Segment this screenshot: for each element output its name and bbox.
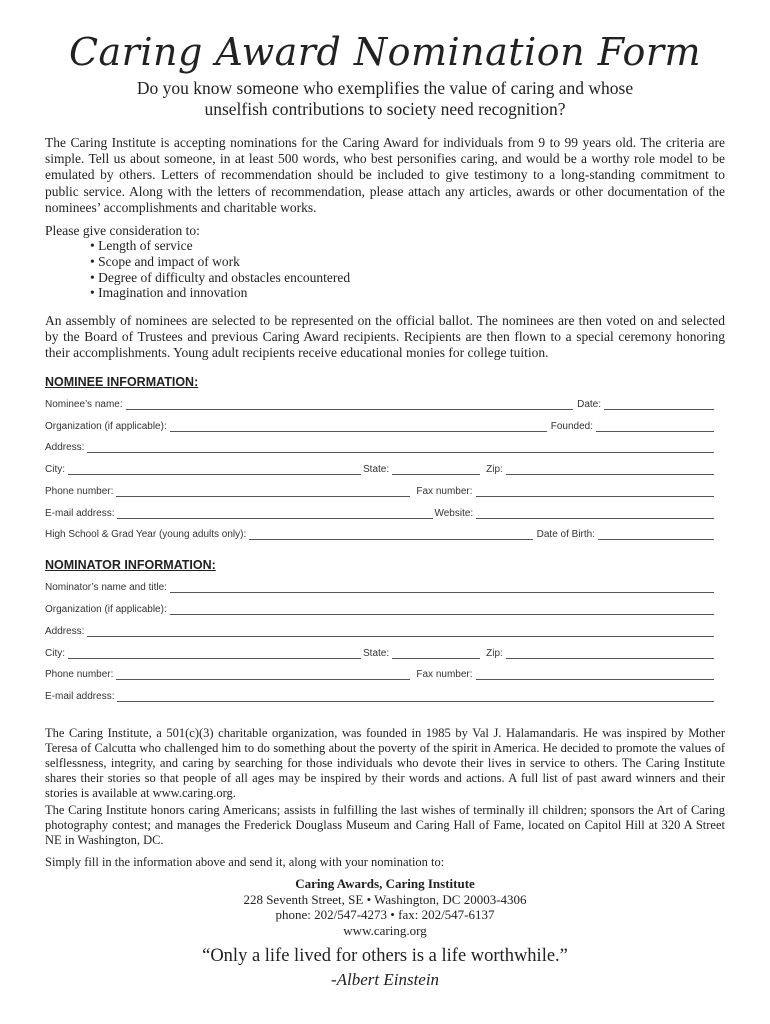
- nominee-heading: NOMINEE INFORMATION:: [45, 375, 199, 389]
- nominee-email-row: [45, 505, 714, 519]
- nominee-state-label: State:: [363, 464, 390, 475]
- nominee-zip-field[interactable]: [506, 464, 714, 475]
- nominator-city-field[interactable]: [68, 648, 361, 659]
- nominee-address-row: [45, 439, 714, 453]
- nominee-email-field[interactable]: [117, 508, 433, 519]
- nominee-dob-label: Date of Birth:: [536, 529, 595, 540]
- nominator-city-label: City:: [45, 648, 65, 659]
- nominator-name-field[interactable]: [170, 582, 714, 593]
- criteria-item: • Scope and impact of work: [90, 254, 350, 270]
- criteria-item: • Length of service: [90, 238, 350, 254]
- consider-label: Please give consideration to:: [45, 223, 200, 238]
- nominee-school-field[interactable]: [249, 529, 532, 540]
- nominator-org-field[interactable]: [170, 604, 714, 615]
- nominator-name-label: Nominator’s name and title:: [45, 582, 167, 593]
- subtitle-line-1: Do you know someone who exemplifies the value of caring and whose: [136, 78, 634, 98]
- nominator-fax-field[interactable]: [476, 669, 714, 680]
- nominee-phone-label: Phone number:: [45, 486, 114, 497]
- nominee-phone-row: [45, 483, 714, 497]
- nominator-org-row: [45, 601, 714, 615]
- nominator-email-row: [45, 688, 714, 702]
- nominee-fax-label: Fax number:: [416, 486, 473, 497]
- nominator-state-label: State:: [363, 648, 390, 659]
- nominee-name-row: [45, 396, 714, 410]
- nominee-founded-label: Founded:: [550, 421, 593, 432]
- nominee-school-row: [45, 526, 714, 540]
- nominee-org-field[interactable]: [170, 421, 547, 432]
- page-title: Caring Award Nomination Form: [68, 30, 702, 74]
- nominee-dob-field[interactable]: [598, 529, 714, 540]
- intro-paragraph: The Caring Institute is accepting nominations for the Caring Award for individuals from 9 to 99 years old. The criteria are simple. Tell us about someone, in at least 500 words, who best personifies caring, and would be a worthy role model to be emulated by others. Letters of recommendation should be included to give testimony to a long-standing commitment to public service. Along with the letters of recommendation, please attach any articles, awards or other documentation of the nominees’ accomplishments and charitable works.: [45, 135, 725, 215]
- quote-author: -Albert Einstein: [330, 970, 440, 989]
- nominee-city-label: City:: [45, 464, 65, 475]
- nominee-name-label: Nominee’s name:: [45, 399, 123, 410]
- nominee-city-row: [45, 461, 714, 475]
- criteria-item: • Degree of difficulty and obstacles encountered: [90, 270, 350, 286]
- nominee-fax-field[interactable]: [476, 486, 714, 497]
- ballot-paragraph: An assembly of nominees are selected to be represented on the official ballot. The nominees are then voted on and selected by the Board of Trustees and previous Caring Award recipients. Recipients are then flown to a special ceremony honoring their accomplishments. Young adult recipients receive educational monies for college tuition.: [45, 313, 725, 361]
- nominee-date-field[interactable]: [604, 399, 714, 410]
- einstein-quote: “Only a life lived for others is a life worthwhile.”: [202, 946, 568, 966]
- nominee-phone-field[interactable]: [116, 486, 410, 497]
- nominee-school-label: High School & Grad Year (young adults only):: [45, 529, 247, 540]
- nominator-heading: NOMINATOR INFORMATION:: [45, 558, 216, 572]
- nominee-website-field[interactable]: [476, 508, 714, 519]
- mailing-phone-fax: phone: 202/547-4273 • fax: 202/547-6137: [275, 907, 495, 922]
- nominee-date-label: Date:: [577, 399, 601, 410]
- criteria-item: • Imagination and innovation: [90, 285, 350, 301]
- nominator-phone-row: [45, 666, 714, 680]
- nominator-address-label: Address:: [45, 626, 85, 637]
- about-paragraph-2: The Caring Institute honors caring Americans; assists in fulfilling the last wishes of terminally ill children; sponsors the Art of Caring photography contest; and manages the Frederick Douglass Museum and Caring Hall of Fame, located on Capitol Hill at 320 A Street NE in Washington, DC.: [45, 803, 725, 847]
- nominator-zip-label: Zip:: [486, 648, 503, 659]
- nominee-city-field[interactable]: [68, 464, 361, 475]
- nominee-zip-label: Zip:: [486, 464, 503, 475]
- nominator-phone-field[interactable]: [116, 669, 410, 680]
- nominee-founded-field[interactable]: [596, 421, 714, 432]
- nominator-address-row: [45, 623, 714, 637]
- nominee-org-label: Organization (if applicable):: [45, 421, 167, 432]
- nominator-fax-label: Fax number:: [416, 669, 473, 680]
- subtitle-line-2: unselfish contributions to society need recognition?: [204, 99, 566, 119]
- nominee-org-row: [45, 418, 714, 432]
- nominator-state-field[interactable]: [392, 648, 480, 659]
- nominator-org-label: Organization (if applicable):: [45, 604, 167, 615]
- about-paragraph-3: Simply fill in the information above and send it, along with your nomination to:: [45, 855, 445, 869]
- nominee-email-label: E-mail address:: [45, 508, 115, 519]
- about-paragraph-1: The Caring Institute, a 501(c)(3) charitable organization, was founded in 1985 by Val J. Halamandaris. He was inspired by Mother Teresa of Calcutta who challenged him to do something about the poverty of the spirit in America. He decided to promote the values of selflessness, integrity, and caring by searching for those individuals who devote their lives in service to others. The Caring Institute shares their stories so that people of all ages may be inspired by their words and actions. A full list of past award winners and their stories is available at www.caring.org.: [45, 726, 725, 800]
- nominee-state-field[interactable]: [392, 464, 480, 475]
- mailing-street: 228 Seventh Street, SE • Washington, DC 20003-4306: [243, 891, 527, 907]
- mailing-address: [0, 876, 770, 938]
- mailing-website: www.caring.org: [343, 922, 427, 938]
- nominee-address-label: Address:: [45, 442, 85, 453]
- nominator-zip-field[interactable]: [506, 648, 714, 659]
- page-subtitle: [110, 78, 660, 120]
- nominator-email-field[interactable]: [117, 691, 714, 702]
- nominator-city-row: [45, 645, 714, 659]
- nominee-address-field[interactable]: [87, 442, 714, 453]
- nominator-email-label: E-mail address:: [45, 691, 115, 702]
- nominee-website-label: Website:: [434, 508, 474, 519]
- nominator-phone-label: Phone number:: [45, 669, 114, 680]
- nominator-name-row: [45, 579, 714, 593]
- mailing-org: Caring Awards, Caring Institute: [295, 876, 475, 891]
- nominee-name-field[interactable]: [126, 399, 573, 410]
- nominator-address-field[interactable]: [87, 626, 714, 637]
- criteria-list: [90, 238, 350, 301]
